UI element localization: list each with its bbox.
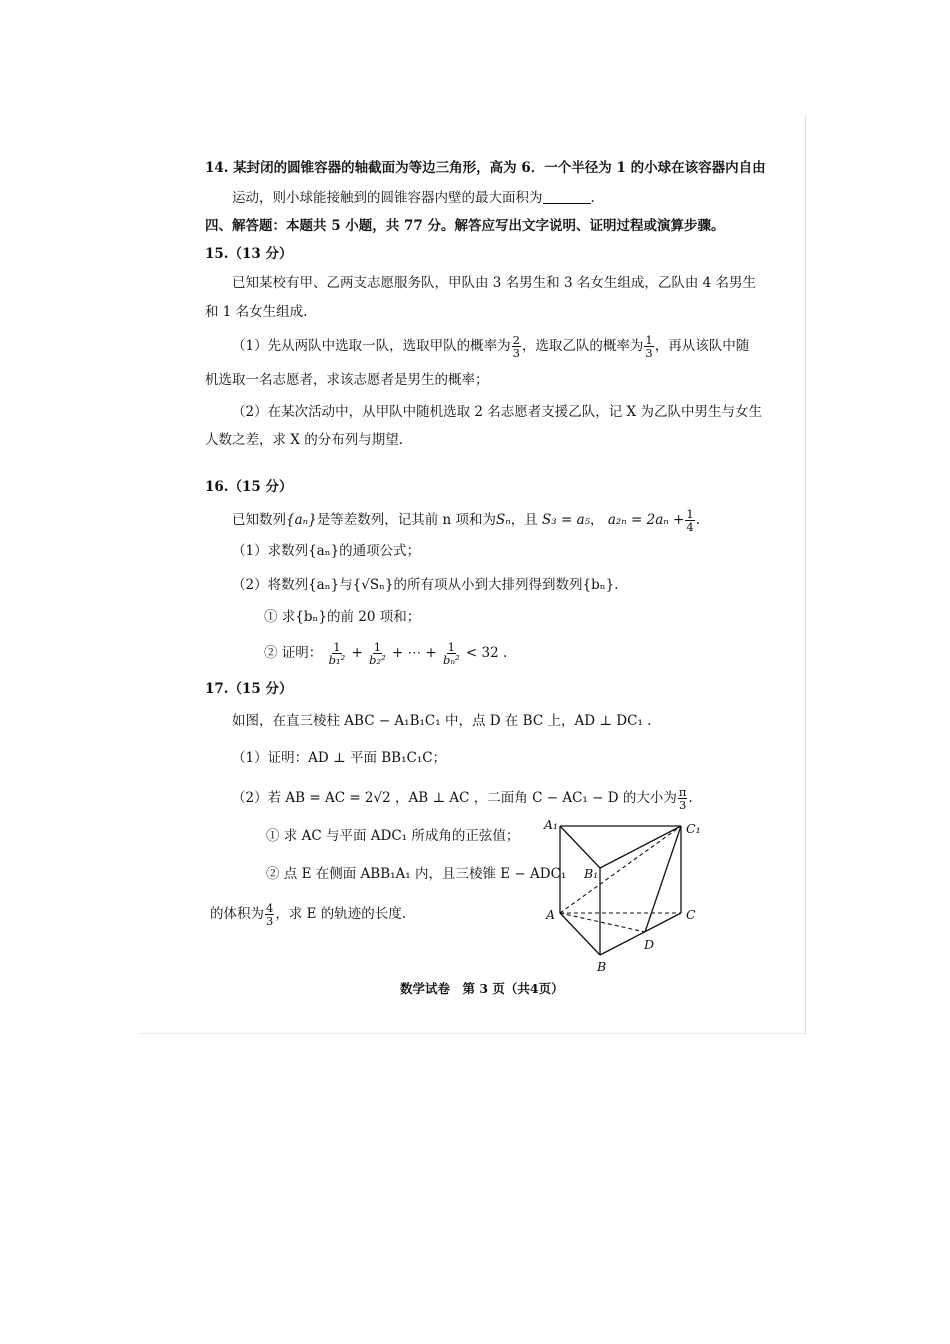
page-footer: 数学试卷 第 3 页（共4页） (400, 981, 564, 996)
q16-s1: （1）求数列{aₙ}的通项公式； (232, 543, 421, 559)
label-b1: B₁ (584, 866, 599, 881)
fraction: $\frac{\pi}{3}$ (678, 785, 687, 812)
q17-s2-2: ② 点 E 在侧面 ABB₁A₁ 内，且三棱锥 E − ADC₁ (266, 866, 567, 882)
q17-header: 17.（15 分） (205, 681, 293, 697)
label-a1: A₁ (544, 817, 559, 832)
q17-s2: （2）若 AB = AC = 2√2 ，AB ⊥ AC ，二面角 C − AC₁ − D 的大小为 $\frac{\pi}{3}$ . (232, 785, 693, 812)
edge-a1b1 (560, 826, 600, 868)
section-4-heading: 四、解答题：本题共 5 小题，共 77 分。解答应写出文字说明、证明过程或演算步骤。 (205, 218, 725, 234)
fraction: $\frac{2}{3}$ (512, 333, 520, 360)
q15-s1a: （1）先从两队中选取一队，选取甲队的概率为 $\frac{2}{3}$ ，选取乙队的概率为 $\frac{1}{3}$ ，再从该队中随 (232, 333, 750, 360)
q17-s2-3: 的体积为 $\frac{4}{3}$ ，求 E 的轨迹的长度. (210, 901, 407, 928)
answer-blank (543, 191, 591, 204)
label-c: C (686, 907, 696, 922)
q17-s1: （1）证明：AD ⊥ 平面 BB₁C₁C； (232, 750, 447, 766)
prism-figure (540, 815, 710, 980)
q16-s2: （2）将数列{aₙ}与{√Sₙ}的所有项从小到大排列得到数列{bₙ}. (232, 577, 619, 593)
edge-bc (600, 913, 681, 955)
q15-p1b: 和 1 名女生组成. (205, 304, 308, 320)
q16-header: 16.（15 分） (205, 479, 293, 495)
edge-ad (560, 913, 645, 932)
q16-p1: 已知数列{aₙ}是等差数列，记其前 n 项和为Sₙ，且 S₃ = a₅， a₂ₙ = 2aₙ + $\frac{1}{4}$ . (232, 507, 700, 534)
page-edge (805, 115, 806, 1035)
fraction: $\frac{1}{3}$ (645, 333, 653, 360)
label-a: A (546, 907, 556, 922)
q17-p1: 如图，在直三棱柱 ABC − A₁B₁C₁ 中，点 D 在 BC 上，AD ⊥ DC₁ . (232, 713, 652, 729)
q15-header: 15.（13 分） (205, 246, 293, 262)
q15-s2a: （2）在某次活动中，从甲队中随机选取 2 名志愿者支援乙队，记 X 为乙队中男生与女生 (232, 404, 762, 420)
q15-s2b: 人数之差，求 X 的分布列与期望. (205, 432, 403, 448)
edge-ac1 (560, 826, 681, 913)
edge-ab (560, 913, 600, 955)
q15-p1a: 已知某校有甲、乙两支志愿服务队，甲队由 3 名男生和 3 名女生组成，乙队由 4 名男生 (232, 275, 757, 291)
q14-line1: 14. 某封闭的圆锥容器的轴截面为等边三角形，高为 6．一个半径为 1 的小球在该容器内自由 (205, 160, 766, 176)
q14-line2: 运动，则小球能接触到的圆锥容器内壁的最大面积为 . (232, 190, 595, 206)
page-edge-bottom (140, 1033, 806, 1034)
label-c1: C₁ (686, 821, 701, 836)
q15-s1b: 机选取一名志愿者，求该志愿者是男生的概率； (205, 372, 489, 388)
fraction: $\frac{1}{4}$ (686, 507, 694, 534)
label-b: B (597, 959, 607, 974)
q16-s2-1: ① 求{bₙ}的前 20 项和； (264, 609, 421, 625)
q17-s2-1: ① 求 AC 与平面 ADC₁ 所成角的正弦值； (266, 828, 520, 844)
label-d: D (644, 937, 655, 952)
q16-s2-2: ② 证明： $\frac{1}{\text{b₁²}}$ + $\frac{1}{\text{b₂²}}$ + ⋯ + $\frac{1}{\text{bₙ²}}$ < 32 . (264, 640, 508, 667)
fraction: $\frac{4}{3}$ (266, 901, 274, 928)
